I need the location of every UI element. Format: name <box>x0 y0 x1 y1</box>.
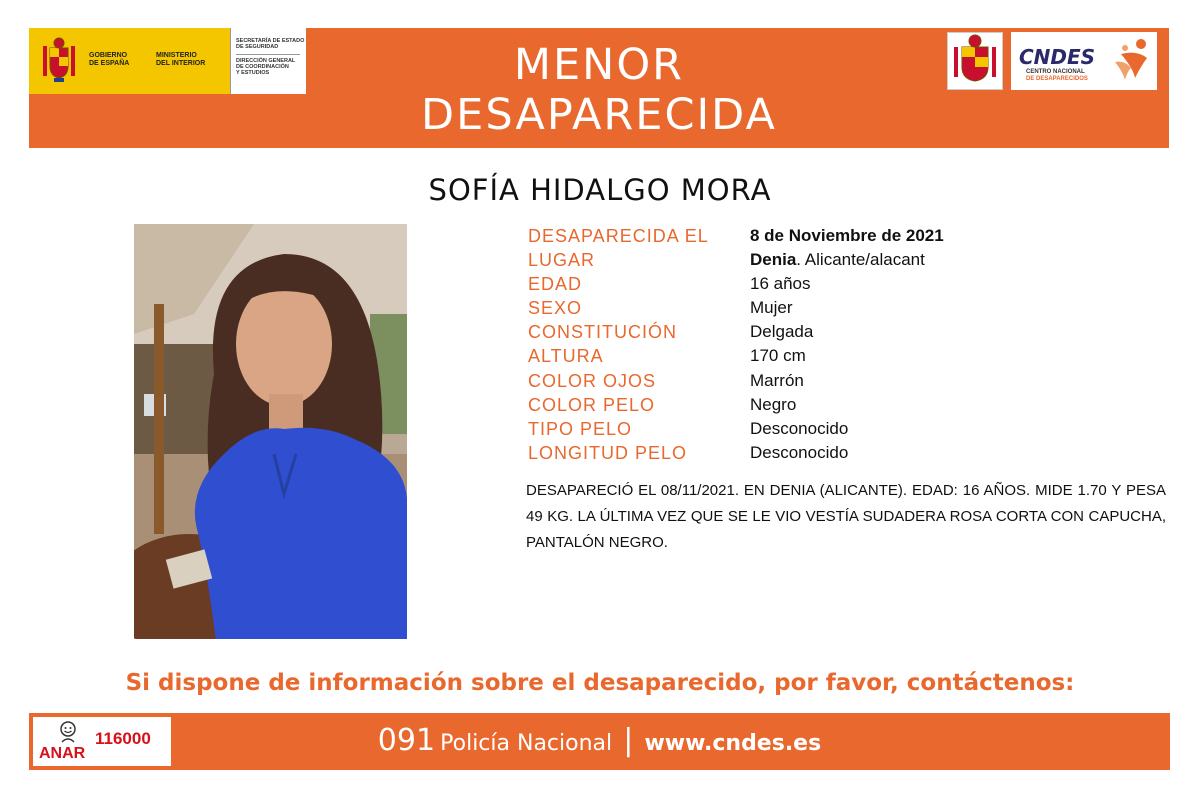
detail-row-altura <box>528 346 1128 368</box>
police-phone-number: 091 <box>377 723 436 758</box>
detail-value: Desconocido <box>750 419 849 438</box>
header-banner <box>29 28 1169 148</box>
website-link[interactable]: www.cndes.es <box>644 731 822 756</box>
detail-label: DESAPARECIDA EL <box>528 226 709 246</box>
detail-label: TIPO PELO <box>528 419 633 439</box>
secretaria-line-1: SECRETARÍA DE ESTADO <box>236 38 305 44</box>
cndes-logo-name: CNDES <box>1019 45 1096 69</box>
detail-label: COLOR OJOS <box>528 371 657 391</box>
secretaria-line-2: DE SEGURIDAD <box>236 44 279 50</box>
running-figures-icon <box>1111 36 1153 86</box>
footer-separator: | <box>623 723 634 758</box>
detail-value: Mujer <box>750 298 793 317</box>
detail-value: 16 años <box>750 274 811 293</box>
title-line-1: MENOR <box>513 40 685 90</box>
de-espana-text: DE ESPAÑA <box>89 60 130 67</box>
missing-person-name: SOFÍA HIDALGO MORA <box>428 173 772 207</box>
detail-label: LONGITUD PELO <box>528 443 688 463</box>
detail-label: EDAD <box>528 274 583 294</box>
detail-value: Marrón <box>750 371 804 390</box>
detail-value: Desconocido <box>750 443 849 462</box>
footer-contact <box>29 723 1170 758</box>
gobierno-text: GOBIERNO <box>89 52 128 59</box>
detail-value-rest: . Alicante/alacant <box>796 250 925 269</box>
footer-banner <box>29 713 1170 770</box>
detail-row-constitucion <box>528 322 1128 344</box>
missing-person-photo <box>134 224 407 639</box>
anar-phone-number: 116000 <box>95 729 151 748</box>
detail-value-bold: Denia <box>750 250 797 269</box>
ministerio-text: MINISTERIO <box>156 52 197 59</box>
detail-row-longitud-pelo <box>528 443 1128 465</box>
cndes-logo-line-1: CENTRO NACIONAL <box>1026 69 1085 75</box>
detail-row-sexo <box>528 298 1128 320</box>
detail-value: 170 cm <box>750 346 806 365</box>
del-interior-text: DEL INTERIOR <box>156 60 206 67</box>
cndes-logo-line-2: DE DESAPARECIDOS <box>1026 76 1088 82</box>
direccion-line-3: Y ESTUDIOS <box>236 70 270 76</box>
detail-value: Negro <box>750 395 797 414</box>
contact-request-text: Si dispone de información sobre el desaparecido, por favor, contáctenos: <box>125 670 1075 696</box>
detail-label: LUGAR <box>528 250 596 270</box>
police-name: Policía Nacional <box>440 731 613 756</box>
detail-row-tipo-pelo <box>528 419 1128 441</box>
detail-row-color-ojos <box>528 371 1128 393</box>
detail-label: ALTURA <box>528 346 604 366</box>
detail-row-lugar <box>528 250 1128 272</box>
direccion-line-1: DIRECCIÓN GENERAL <box>236 58 296 64</box>
detail-row-edad <box>528 274 1128 296</box>
detail-row-fecha <box>528 226 1128 248</box>
detail-value: 8 de Noviembre de 2021 <box>750 226 944 245</box>
description-text: DESAPARECIÓ EL 08/11/2021. EN DENIA (ALICANTE). EDAD: 16 AÑOS. MIDE 1.70 Y PESA 49 KG. LA ÚLTIMA VEZ QUE SE LE VIO VESTÍA SUDADERA ROSA CORTA CON CAPUCHA, PANTALÓN NEGRO. <box>526 482 1166 551</box>
detail-label: CONSTITUCIÓN <box>528 322 677 342</box>
detail-label: COLOR PELO <box>528 395 656 415</box>
spain-coat-of-arms-icon <box>948 33 1002 89</box>
detail-row-color-pelo <box>528 395 1128 417</box>
anar-name: ANAR <box>39 745 86 762</box>
detail-value <box>750 250 925 270</box>
detail-value: Delgada <box>750 322 814 341</box>
direccion-line-2: DE COORDINACIÓN <box>236 64 289 70</box>
detail-label: SEXO <box>528 298 583 318</box>
cndes-logo <box>1011 32 1157 90</box>
title-line-2: DESAPARECIDA <box>421 90 777 140</box>
coat-of-arms-logo <box>947 32 1003 90</box>
photo-illustration <box>134 224 407 639</box>
